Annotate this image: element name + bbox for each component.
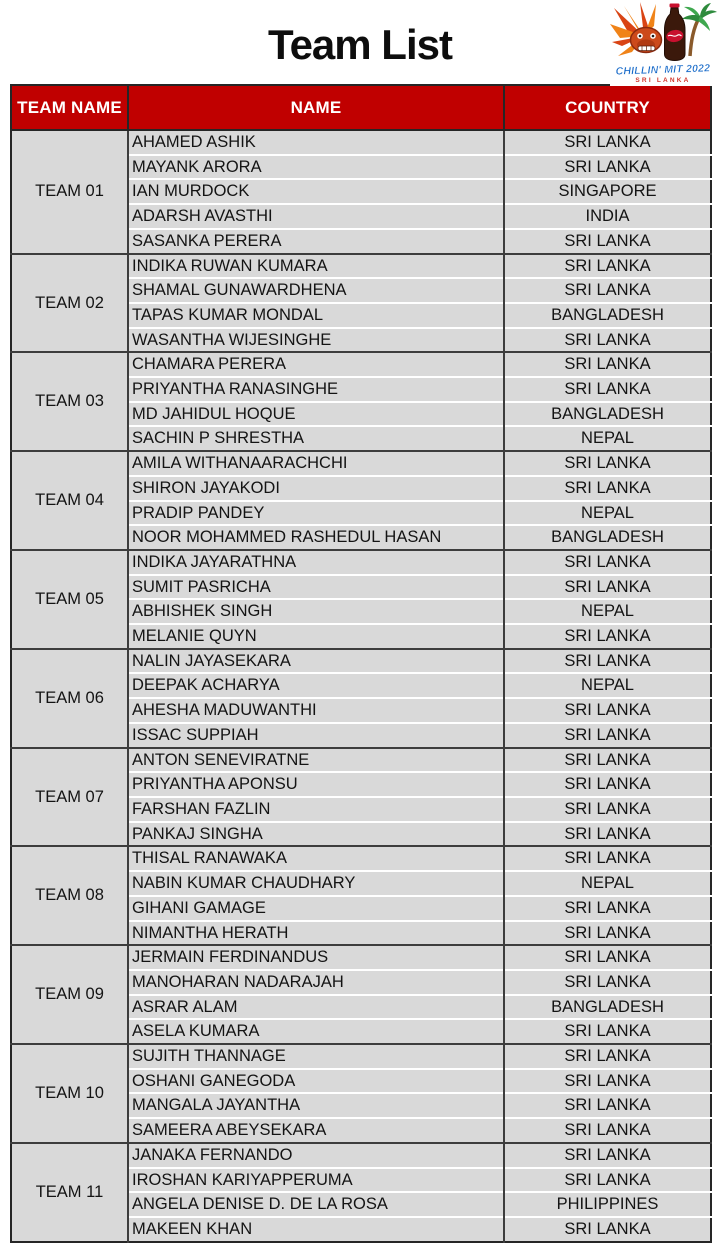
member-country-cell: NEPAL	[504, 599, 711, 624]
member-country-cell: SRI LANKA	[504, 328, 711, 353]
member-country-cell: SRI LANKA	[504, 822, 711, 847]
member-name-cell: NOOR MOHAMMED RASHEDUL HASAN	[128, 525, 504, 550]
member-country-cell: NEPAL	[504, 501, 711, 526]
member-name-cell: AHESHA MADUWANTHI	[128, 698, 504, 723]
member-country-cell: SRI LANKA	[504, 229, 711, 254]
member-name-cell: ADARSH AVASTHI	[128, 204, 504, 229]
coke-bottle-icon	[665, 4, 686, 61]
team-name-cell: TEAM 11	[11, 1143, 128, 1242]
mask-icon	[610, 2, 662, 56]
member-country-cell: SRI LANKA	[504, 649, 711, 674]
member-name-cell: IROSHAN KARIYAPPERUMA	[128, 1168, 504, 1193]
member-name-cell: WASANTHA WIJESINGHE	[128, 328, 504, 353]
member-name-cell: ISSAC SUPPIAH	[128, 723, 504, 748]
team-name-cell: TEAM 02	[11, 254, 128, 353]
team-name-cell: TEAM 10	[11, 1044, 128, 1143]
table-row	[11, 846, 711, 871]
member-country-cell: SRI LANKA	[504, 698, 711, 723]
member-name-cell: ANGELA DENISE D. DE LA ROSA	[128, 1192, 504, 1217]
member-country-cell: SRI LANKA	[504, 278, 711, 303]
member-name-cell: MAKEEN KHAN	[128, 1217, 504, 1242]
team-name-cell: TEAM 08	[11, 846, 128, 945]
member-name-cell: NALIN JAYASEKARA	[128, 649, 504, 674]
member-country-cell: SRI LANKA	[504, 130, 711, 155]
table-row	[11, 1143, 711, 1168]
team-name-cell: TEAM 07	[11, 748, 128, 847]
member-country-cell: PHILIPPINES	[504, 1192, 711, 1217]
team-name-cell: TEAM 04	[11, 451, 128, 550]
member-country-cell: NEPAL	[504, 673, 711, 698]
team-name-cell: TEAM 03	[11, 352, 128, 451]
member-name-cell: ASRAR ALAM	[128, 995, 504, 1020]
table-row	[11, 550, 711, 575]
member-name-cell: NABIN KUMAR CHAUDHARY	[128, 871, 504, 896]
member-country-cell: SRI LANKA	[504, 1019, 711, 1044]
member-name-cell: MD JAHIDUL HOQUE	[128, 402, 504, 427]
member-country-cell: INDIA	[504, 204, 711, 229]
member-name-cell: SUMIT PASRICHA	[128, 575, 504, 600]
member-name-cell: SUJITH THANNAGE	[128, 1044, 504, 1069]
header-row	[11, 85, 711, 130]
table-header	[11, 85, 711, 130]
member-country-cell: SRI LANKA	[504, 451, 711, 476]
team-name-cell: TEAM 09	[11, 945, 128, 1044]
festival-logo	[610, 0, 718, 86]
member-country-cell: SRI LANKA	[504, 723, 711, 748]
member-name-cell: PANKAJ SINGHA	[128, 822, 504, 847]
member-country-cell: BANGLADESH	[504, 402, 711, 427]
team-list-table	[10, 84, 712, 1243]
member-name-cell: JANAKA FERNANDO	[128, 1143, 504, 1168]
member-name-cell: SHAMAL GUNAWARDHENA	[128, 278, 504, 303]
member-country-cell: SRI LANKA	[504, 846, 711, 871]
festival-logo-graphic	[610, 0, 718, 86]
member-name-cell: THISAL RANAWAKA	[128, 846, 504, 871]
member-name-cell: PRIYANTHA APONSU	[128, 772, 504, 797]
logo-subtitle-text: SRI LANKA	[635, 77, 691, 84]
member-country-cell: SRI LANKA	[504, 377, 711, 402]
table-row	[11, 649, 711, 674]
member-name-cell: SAMEERA ABEYSEKARA	[128, 1118, 504, 1143]
member-name-cell: MAYANK ARORA	[128, 155, 504, 180]
member-country-cell: SRI LANKA	[504, 921, 711, 946]
member-country-cell: SRI LANKA	[504, 575, 711, 600]
member-name-cell: FARSHAN FAZLIN	[128, 797, 504, 822]
member-country-cell: SRI LANKA	[504, 1044, 711, 1069]
logo-title-text: CHILLIN' MIT 2022	[615, 62, 711, 78]
member-name-cell: SHIRON JAYAKODI	[128, 476, 504, 501]
member-name-cell: INDIKA JAYARATHNA	[128, 550, 504, 575]
team-table-body	[11, 130, 711, 1242]
member-country-cell: SRI LANKA	[504, 1143, 711, 1168]
member-country-cell: SINGAPORE	[504, 179, 711, 204]
member-country-cell: SRI LANKA	[504, 550, 711, 575]
table-row	[11, 945, 711, 970]
member-country-cell: SRI LANKA	[504, 254, 711, 279]
member-country-cell: SRI LANKA	[504, 772, 711, 797]
member-country-cell: SRI LANKA	[504, 476, 711, 501]
member-country-cell: SRI LANKA	[504, 1093, 711, 1118]
member-country-cell: SRI LANKA	[504, 945, 711, 970]
palm-tree-icon	[682, 3, 717, 56]
member-name-cell: AMILA WITHANAARACHCHI	[128, 451, 504, 476]
page-title: Team List	[268, 21, 452, 68]
member-country-cell: SRI LANKA	[504, 155, 711, 180]
member-name-cell: GIHANI GAMAGE	[128, 896, 504, 921]
member-country-cell: BANGLADESH	[504, 525, 711, 550]
member-country-cell: NEPAL	[504, 426, 711, 451]
member-name-cell: MANGALA JAYANTHA	[128, 1093, 504, 1118]
col-header-team-name: TEAM NAME	[11, 85, 128, 130]
member-name-cell: MELANIE QUYN	[128, 624, 504, 649]
member-country-cell: SRI LANKA	[504, 1118, 711, 1143]
member-country-cell: SRI LANKA	[504, 352, 711, 377]
member-name-cell: SACHIN P SHRESTHA	[128, 426, 504, 451]
member-name-cell: NIMANTHA HERATH	[128, 921, 504, 946]
member-name-cell: TAPAS KUMAR MONDAL	[128, 303, 504, 328]
table-row	[11, 451, 711, 476]
member-name-cell: AHAMED ASHIK	[128, 130, 504, 155]
table-row	[11, 748, 711, 773]
team-name-cell: TEAM 05	[11, 550, 128, 649]
member-name-cell: DEEPAK ACHARYA	[128, 673, 504, 698]
table-row	[11, 254, 711, 279]
member-name-cell: IAN MURDOCK	[128, 179, 504, 204]
member-country-cell: BANGLADESH	[504, 995, 711, 1020]
member-name-cell: CHAMARA PERERA	[128, 352, 504, 377]
col-header-name: NAME	[128, 85, 504, 130]
member-country-cell: SRI LANKA	[504, 1168, 711, 1193]
table-row	[11, 130, 711, 155]
member-country-cell: SRI LANKA	[504, 1217, 711, 1242]
table-row	[11, 352, 711, 377]
col-header-country: COUNTRY	[504, 85, 711, 130]
table-row	[11, 1044, 711, 1069]
member-country-cell: SRI LANKA	[504, 1069, 711, 1094]
member-country-cell: SRI LANKA	[504, 970, 711, 995]
member-country-cell: BANGLADESH	[504, 303, 711, 328]
team-name-cell: TEAM 06	[11, 649, 128, 748]
member-name-cell: SASANKA PERERA	[128, 229, 504, 254]
member-name-cell: ANTON SENEVIRATNE	[128, 748, 504, 773]
member-name-cell: ABHISHEK SINGH	[128, 599, 504, 624]
member-name-cell: PRIYANTHA RANASINGHE	[128, 377, 504, 402]
member-country-cell: SRI LANKA	[504, 748, 711, 773]
member-country-cell: SRI LANKA	[504, 624, 711, 649]
member-country-cell: NEPAL	[504, 871, 711, 896]
team-name-cell: TEAM 01	[11, 130, 128, 254]
member-name-cell: ASELA KUMARA	[128, 1019, 504, 1044]
member-country-cell: SRI LANKA	[504, 896, 711, 921]
member-name-cell: INDIKA RUWAN KUMARA	[128, 254, 504, 279]
member-name-cell: JERMAIN FERDINANDUS	[128, 945, 504, 970]
member-country-cell: SRI LANKA	[504, 797, 711, 822]
team-table-container	[10, 84, 710, 1243]
member-name-cell: PRADIP PANDEY	[128, 501, 504, 526]
member-name-cell: OSHANI GANEGODA	[128, 1069, 504, 1094]
member-name-cell: MANOHARAN NADARAJAH	[128, 970, 504, 995]
